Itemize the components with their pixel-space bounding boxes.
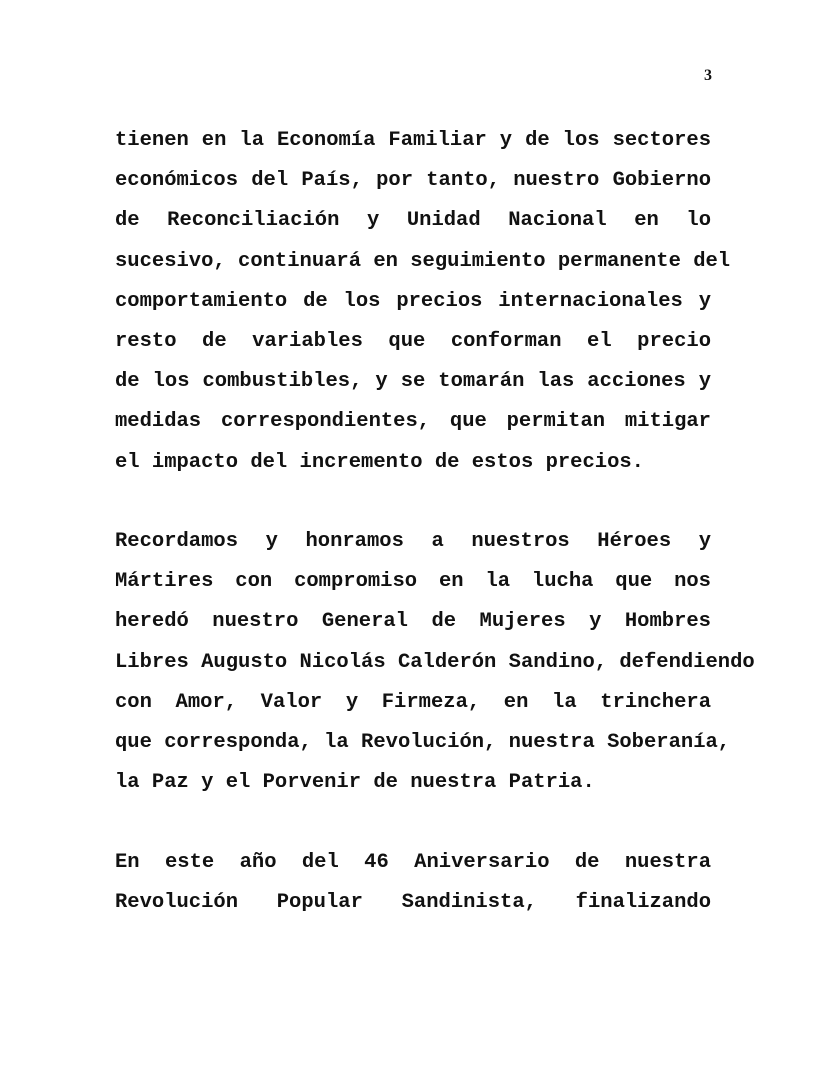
text-line: con Amor, Valor y Firmeza, en la trinchera xyxy=(115,690,711,714)
paragraph-2 xyxy=(115,522,755,803)
text-line: Mártires con compromiso en la lucha que nos xyxy=(115,570,711,594)
text-line: heredó nuestro General de Mujeres y Hombres xyxy=(115,610,711,634)
text-line: En este año del 46 Aniversario de nuestra xyxy=(115,851,711,874)
page-number: 3 xyxy=(704,67,712,84)
text-line: Libres Augusto Nicolás Calderón Sandino, defendiendo xyxy=(115,650,755,674)
text-line: comportamiento de los precios internacionales y xyxy=(115,289,711,313)
text-line: medidas correspondientes, que permitan mitigar xyxy=(115,410,711,434)
paragraph-3 xyxy=(115,843,711,923)
text-line: resto de variables que conforman el precio xyxy=(115,330,711,354)
text-line: económicos del País, por tanto, nuestro Gobierno xyxy=(115,169,711,193)
text-line: sucesivo, continuará en seguimiento permanente del xyxy=(115,249,731,273)
text-line: de los combustibles, y se tomarán las acciones y xyxy=(115,370,711,394)
text-line: la Paz y el Porvenir de nuestra Patria. xyxy=(115,771,595,795)
text-line: Revolución Popular Sandinista, finalizando xyxy=(115,891,711,915)
paragraph-1 xyxy=(115,121,731,483)
text-line: que corresponda, la Revolución, nuestra Soberanía, xyxy=(115,731,731,755)
text-line: tienen en la Economía Familiar y de los sectores xyxy=(115,129,711,152)
text-line: de Reconciliación y Unidad Nacional en lo xyxy=(115,209,711,233)
text-line: el impacto del incremento de estos precios. xyxy=(115,450,644,474)
text-line: Recordamos y honramos a nuestros Héroes y xyxy=(115,530,711,553)
